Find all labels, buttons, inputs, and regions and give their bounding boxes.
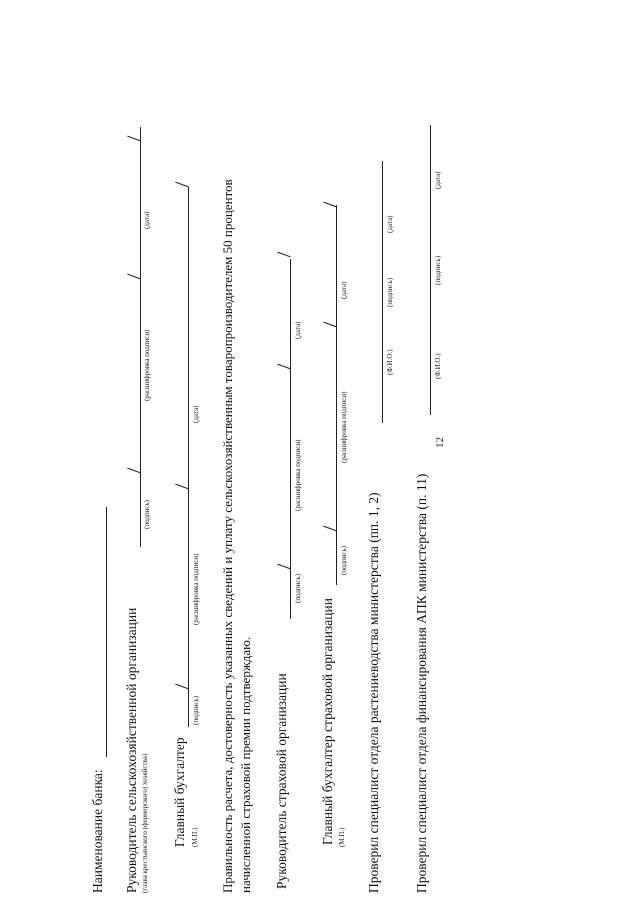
check2-cap-name: (Ф.И.О.) xyxy=(434,353,442,379)
insurer-accountant-label: Главный бухгалтер страховой организации xyxy=(320,598,335,845)
chief-accountant-sep3 xyxy=(175,182,188,188)
insurer-accountant-sep1 xyxy=(323,526,336,532)
chief-accountant-stamp: (М.П.) xyxy=(191,827,199,847)
check2-line xyxy=(430,125,431,415)
chief-accountant-label: Главный бухгалтер xyxy=(172,737,187,847)
insurer-head-label: Руководитель страховой организации xyxy=(274,673,289,889)
check1-cap-sign: (подпись) xyxy=(386,277,394,307)
insurer-head-sep1 xyxy=(277,564,290,570)
insurer-accountant-cap-decode: (расшифровка подписи) xyxy=(340,391,348,463)
insurer-head-cap-date: (дата) xyxy=(294,321,302,339)
check1-cap-date: (дата) xyxy=(386,215,394,233)
head-farm-sep3 xyxy=(127,136,140,142)
insurer-head-line xyxy=(290,259,291,619)
head-farm-cap-decode: (расшифровка подписи) xyxy=(143,329,151,401)
bank-line xyxy=(106,507,107,757)
insurer-accountant-cap-sign: (подпись) xyxy=(340,545,348,575)
check2-label: Проверил специалист отдела финансирования АПК министерства (п. 11) xyxy=(414,473,429,893)
confirmation-line2: начисленной страховой премии подтверждаю. xyxy=(238,636,253,893)
confirmation-line1: Правильность расчета, достоверность указанных сведений и уплату сельскохозяйственным товаропроизводителем 50 процентов xyxy=(220,179,235,893)
chief-accountant-line xyxy=(188,187,189,727)
insurer-accountant-line xyxy=(336,205,337,585)
check1-cap-name: (Ф.И.О.) xyxy=(386,349,394,375)
head-farm-sep2 xyxy=(127,274,140,280)
check1-line xyxy=(382,161,383,423)
check2-cap-date: (дата) xyxy=(434,171,442,189)
insurer-accountant-stamp: (М.П.) xyxy=(338,827,346,847)
check1-label: Проверил специалист отдела растениеводства министерства (пп. 1, 2) xyxy=(366,492,381,893)
chief-accountant-cap-decode: (расшифровка подписи) xyxy=(192,553,200,625)
head-farm-sublabel: (глава крестьянского (фермерского) хозяйства) xyxy=(141,753,149,893)
insurer-head-sep2 xyxy=(277,364,290,370)
head-farm-cap-sign: (подпись) xyxy=(143,499,151,529)
chief-accountant-cap-sign: (подпись) xyxy=(192,695,200,725)
insurer-accountant-sep2 xyxy=(323,322,336,328)
insurer-accountant-cap-date: (дата) xyxy=(340,281,348,299)
insurer-head-cap-sign: (подпись) xyxy=(294,573,302,603)
head-farm-label: Руководитель сельскохозяйственной организации xyxy=(124,607,139,893)
head-farm-line xyxy=(140,127,141,547)
bank-label: Наименование банка: xyxy=(90,769,105,893)
page-number: 12 xyxy=(434,437,446,448)
head-farm-cap-date: (дата) xyxy=(143,211,151,229)
insurer-head-sep3 xyxy=(277,252,290,258)
insurer-head-cap-decode: (расшифровка подписи) xyxy=(294,439,302,511)
chief-accountant-cap-date: (дата) xyxy=(192,405,200,423)
head-farm-sep1 xyxy=(127,468,140,474)
check2-cap-sign: (подпись) xyxy=(434,255,442,285)
chief-accountant-sep1 xyxy=(175,684,188,690)
chief-accountant-sep2 xyxy=(175,484,188,490)
insurer-accountant-sep3 xyxy=(323,202,336,208)
